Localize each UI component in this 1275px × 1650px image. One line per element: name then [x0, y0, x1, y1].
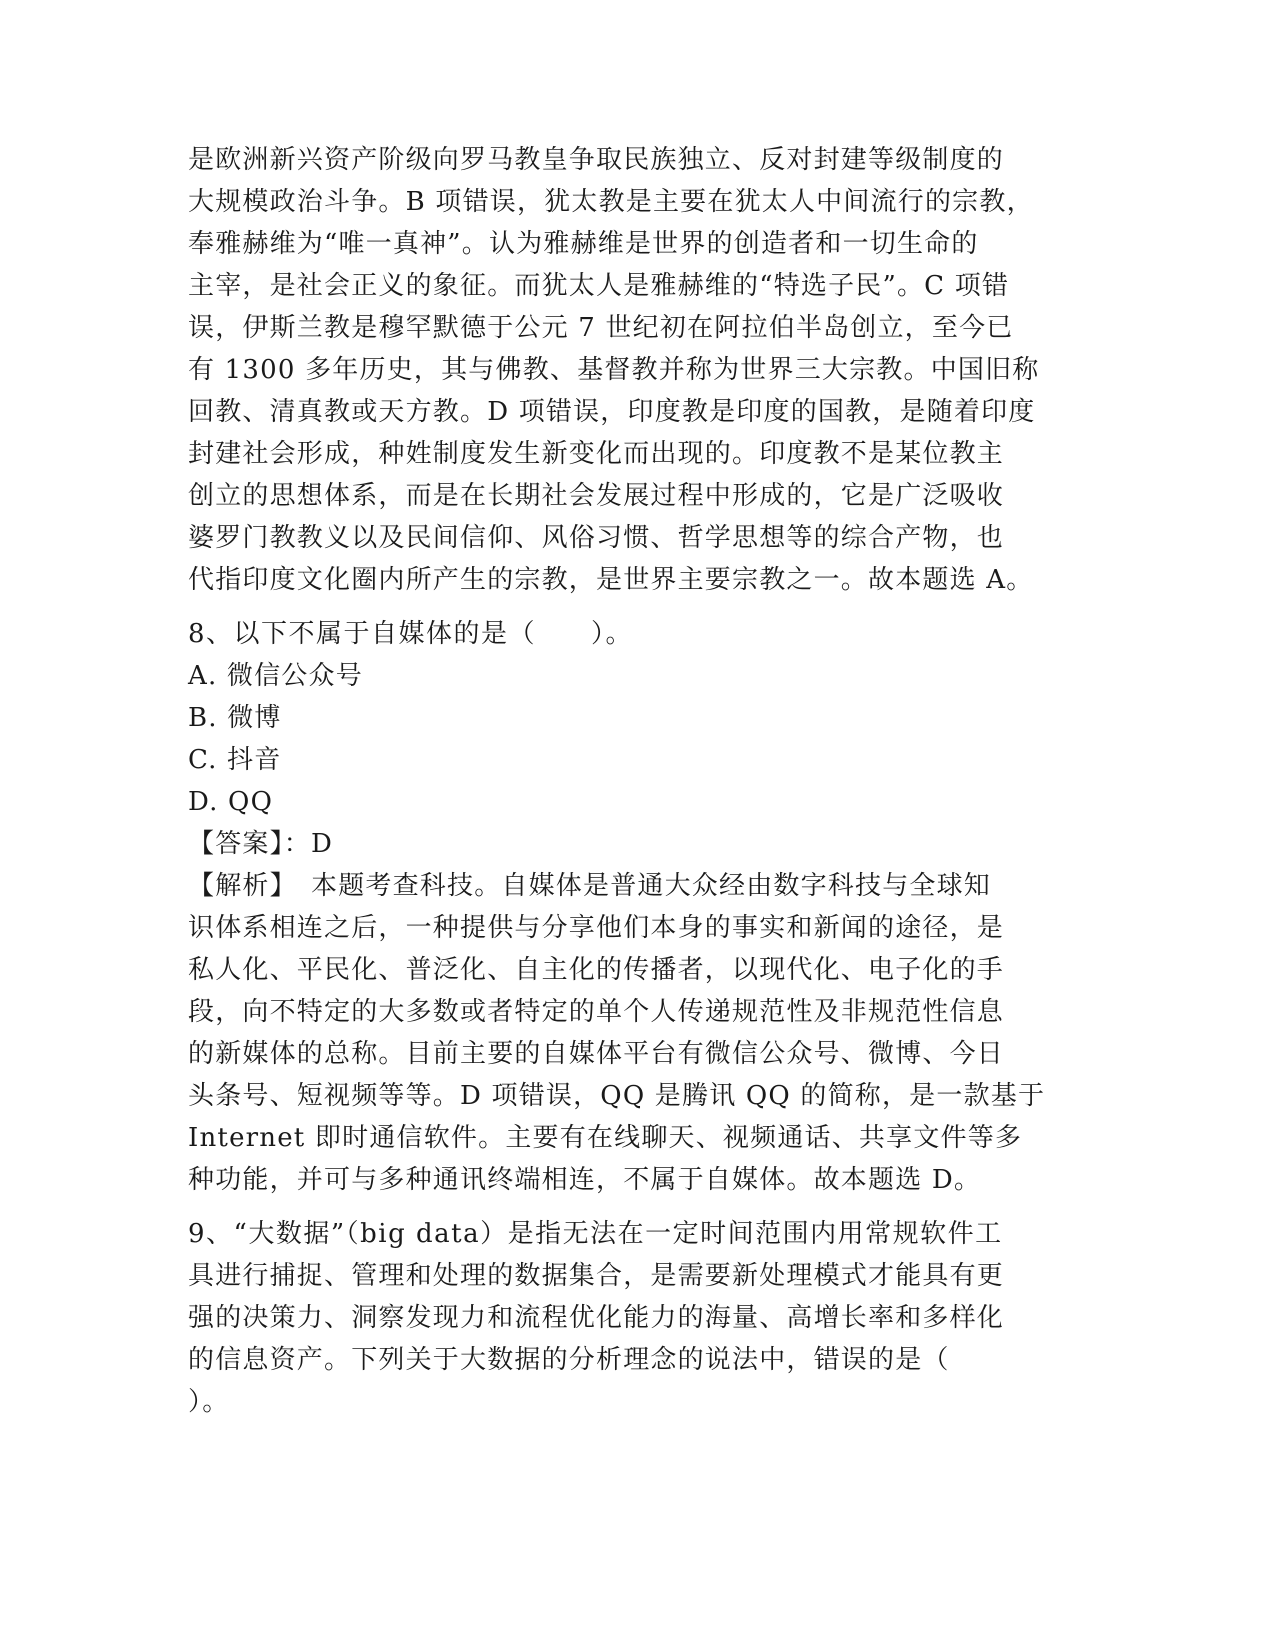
analysis-line: 识体系相连之后，一种提供与分享他们本身的事实和新闻的途径，是: [188, 913, 1005, 943]
question-stem-line: 具进行捕捉、管理和处理的数据集合，是需要新处理模式才能具有更: [188, 1261, 1005, 1291]
text-line: 回教、清真教或天方教。D 项错误，印度教是印度的国教，是随着印度: [188, 397, 1036, 427]
text-line: 主宰，是社会正义的象征。而犹太人是雅赫维的“特选子民”。C 项错: [188, 271, 1010, 301]
text-line: 是欧洲新兴资产阶级向罗马教皇争取民族独立、反对封建等级制度的: [188, 145, 1005, 175]
text-line: 创立的思想体系，而是在长期社会发展过程中形成的，它是广泛吸收: [188, 481, 1005, 511]
text-line: 代指印度文化圈内所产生的宗教，是世界主要宗教之一。故本题选 A。: [188, 565, 1034, 595]
analysis-line: 头条号、短视频等等。D 项错误，QQ 是腾讯 QQ 的简称，是一款基于: [188, 1081, 1046, 1111]
question-stem: 9、“大数据”（big data）是指无法在一定时间范围内用常规软件工: [188, 1219, 1003, 1249]
option-d: D. QQ: [188, 787, 274, 817]
option-c: C. 抖音: [188, 745, 282, 775]
analysis-line: 种功能，并可与多种通讯终端相连，不属于自媒体。故本题选 D。: [188, 1165, 982, 1195]
option-b: B. 微博: [188, 703, 282, 733]
analysis-line: 的新媒体的总称。目前主要的自媒体平台有微信公众号、微博、今日: [188, 1039, 1005, 1069]
text-line: 奉雅赫维为“唯一真神”。认为雅赫维是世界的创造者和一切生命的: [188, 229, 979, 259]
question-stem-line: 强的决策力、洞察发现力和流程优化能力的海量、高增长率和多样化: [188, 1303, 1005, 1333]
analysis-line: 【解析】 本题考查科技。自媒体是普通大众经由数字科技与全球知: [188, 871, 992, 901]
question-stem-line: ）。: [188, 1387, 230, 1417]
question-stem: 8、以下不属于自媒体的是（ ）。: [188, 619, 634, 649]
analysis-line: 私人化、平民化、普泛化、自主化的传播者，以现代化、电子化的手: [188, 955, 1005, 985]
option-a: A. 微信公众号: [188, 661, 363, 691]
answer-line: 【答案】：D: [188, 829, 334, 859]
text-line: 误，伊斯兰教是穆罕默德于公元 7 世纪初在阿拉伯半岛创立，至今已: [188, 313, 1014, 343]
text-line: 封建社会形成，种姓制度发生新变化而出现的。印度教不是某位教主: [188, 439, 1005, 469]
question-stem-line: 的信息资产。下列关于大数据的分析理念的说法中，错误的是（: [188, 1345, 950, 1375]
text-line: 婆罗门教教义以及民间信仰、风俗习惯、哲学思想等的综合产物，也: [188, 523, 1005, 553]
analysis-line: Internet 即时通信软件。主要有在线聊天、视频通话、共享文件等多: [188, 1123, 1023, 1153]
analysis-line: 段，向不特定的大多数或者特定的单个人传递规范性及非规范性信息: [188, 997, 1005, 1027]
text-line: 大规模政治斗争。B 项错误，犹太教是主要在犹太人中间流行的宗教，: [188, 187, 1034, 217]
text-line: 有 1300 多年历史，其与佛教、基督教并称为世界三大宗教。中国旧称: [188, 355, 1040, 385]
